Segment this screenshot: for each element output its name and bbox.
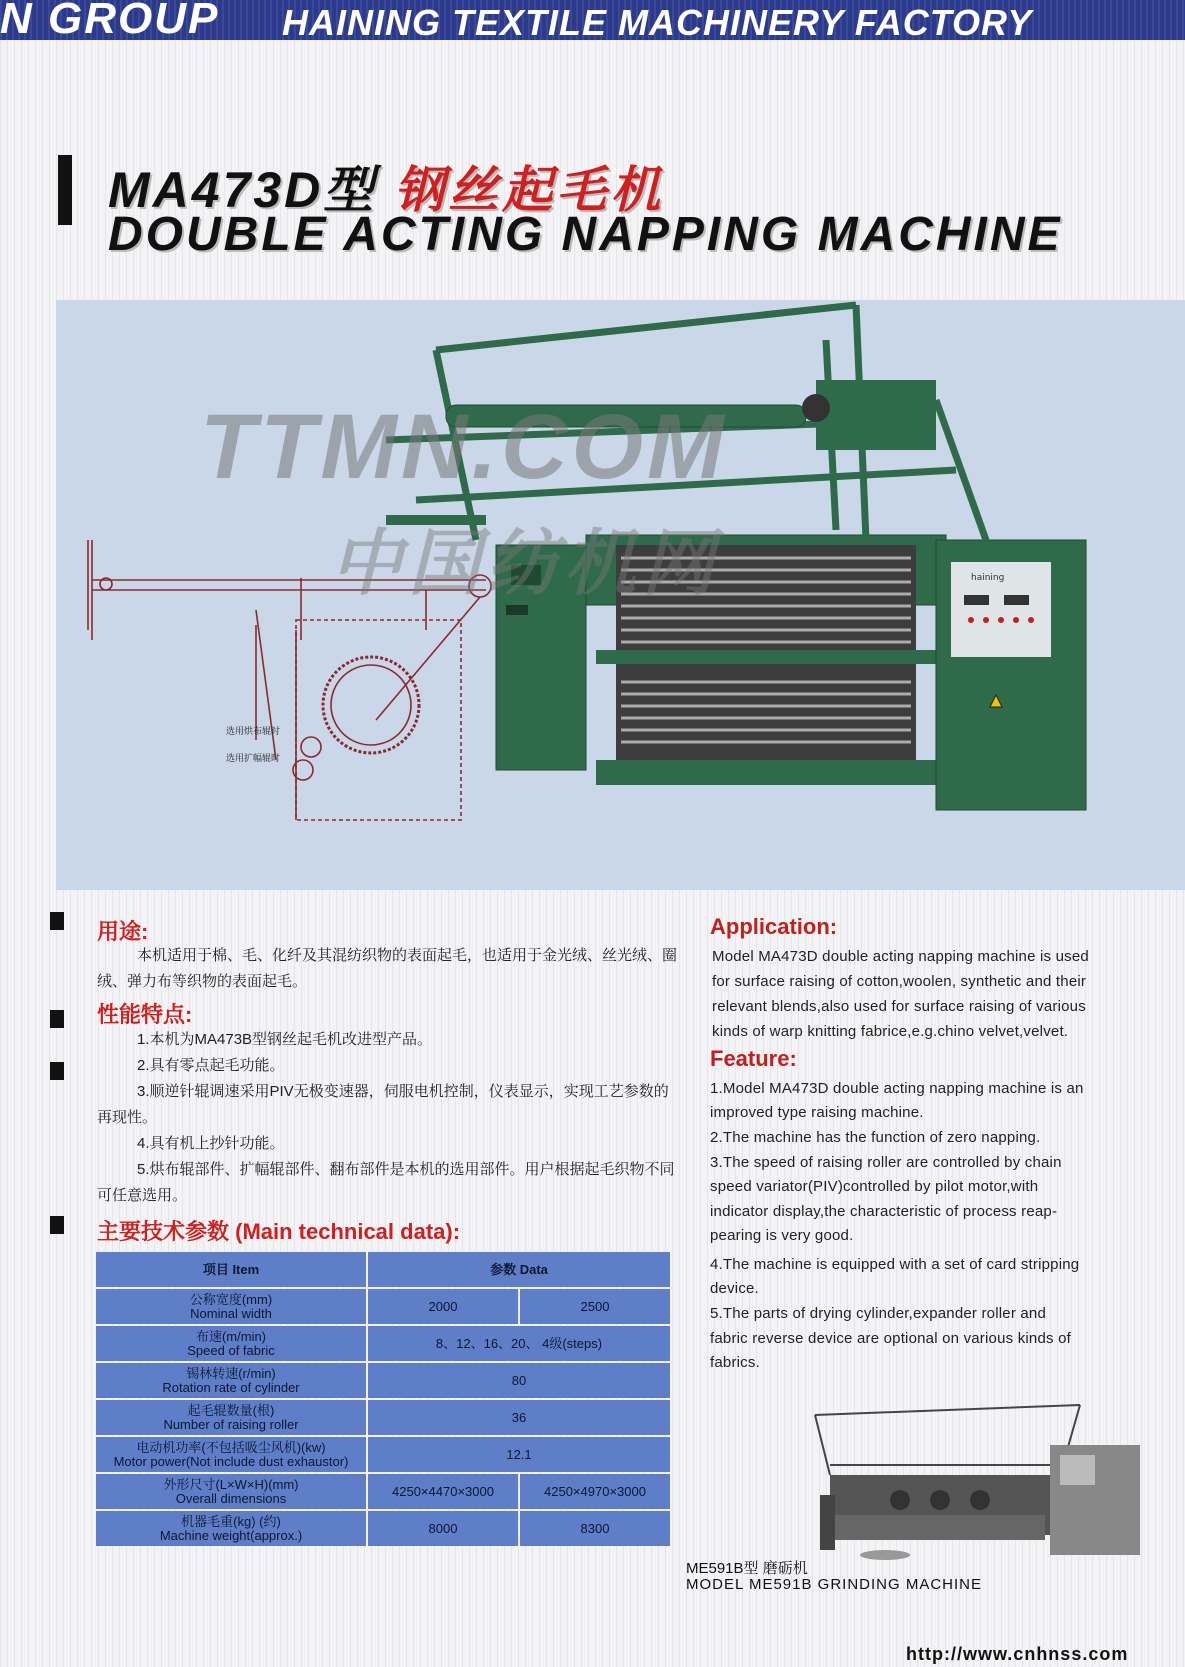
row-label: 布速(m/min) Speed of fabric bbox=[96, 1326, 366, 1361]
diagram-label-expander: 选用扩幅辊时 bbox=[226, 754, 281, 764]
feature-en-line: 4.The machine is equipped with a set of card stripping bbox=[710, 1256, 1080, 1273]
table-row bbox=[96, 1400, 670, 1435]
table-row bbox=[96, 1474, 670, 1509]
feature-en-line: 5.The parts of drying cylinder,expander roller and bbox=[710, 1305, 1047, 1322]
top-banner bbox=[0, 0, 1185, 43]
side-marker bbox=[50, 1062, 64, 1080]
feature-en-line: 1.Model MA473D double acting napping machine is an bbox=[710, 1080, 1084, 1097]
product-name-cn: 钢丝起毛机 bbox=[394, 162, 665, 218]
table-row bbox=[96, 1511, 670, 1546]
feature-cn-item: 3.顺逆针辊调速采用PIV无极变速器，伺服电机控制，仪表显示，实现工艺参数的再现性。 bbox=[97, 1083, 669, 1126]
banner-group-text: N GROUP bbox=[0, 0, 220, 43]
application-line: for surface raising of cotton,woolen, synthetic and their bbox=[712, 973, 1087, 990]
footer-url: http://www.cnhnss.com bbox=[906, 1644, 1129, 1664]
row-label: 公称宽度(mm) Nominal width bbox=[96, 1289, 366, 1324]
row-value: 8000 bbox=[368, 1511, 518, 1546]
feature-cn-item: 1.本机为MA473B型钢丝起毛机改进型产品。 bbox=[137, 1031, 433, 1048]
feature-en-line: speed variator(PIV)controlled by pilot motor,with bbox=[710, 1178, 1039, 1195]
application-line: relevant blends,also used for surface raising of various bbox=[712, 998, 1086, 1015]
row-value: 4250×4470×3000 bbox=[368, 1474, 518, 1509]
row-value: 80 bbox=[368, 1363, 670, 1398]
table-row bbox=[96, 1437, 670, 1472]
header-item: 项目 Item bbox=[96, 1252, 366, 1287]
title-accent-bar bbox=[58, 155, 72, 225]
application-heading: Application: bbox=[710, 914, 838, 939]
table-header-row bbox=[96, 1252, 670, 1287]
row-label: 起毛辊数量(根) Number of raising roller bbox=[96, 1400, 366, 1435]
row-label: 锡林转速(r/min) Rotation rate of cylinder bbox=[96, 1363, 366, 1398]
grinding-machine-image bbox=[800, 1395, 1155, 1565]
row-value: 36 bbox=[368, 1400, 670, 1435]
usage-text: 本机适用于棉、毛、化纤及其混纺织物的表面起毛，也适用于金光绒、丝光绒、圈绒、弹力布等织物的表面起毛。 bbox=[97, 947, 678, 990]
watermark-ttmn: TTMN.COM bbox=[200, 396, 728, 498]
feature-cn-item: 5.烘布辊部件、扩幅辊部件、翻布部件是本机的选用部件。用户根据起毛织物不同可任意选用。 bbox=[97, 1161, 675, 1204]
feature-cn-item: 2.具有零点起毛功能。 bbox=[137, 1057, 285, 1074]
table-row bbox=[96, 1326, 670, 1361]
row-value: 2500 bbox=[520, 1289, 670, 1324]
side-marker bbox=[50, 1010, 64, 1028]
tech-data-table bbox=[94, 1250, 672, 1548]
tech-data-heading: 主要技术参数 (Main technical data): bbox=[97, 1219, 461, 1244]
feature-en-line: improved type raising machine. bbox=[710, 1104, 924, 1121]
application-line: kinds of warp knitting fabrice,e.g.chino velvet,velvet. bbox=[712, 1023, 1069, 1040]
feature-en-line: device. bbox=[710, 1280, 759, 1297]
panel-brand-label: haining bbox=[971, 573, 1005, 583]
feature-en-line: fabrics. bbox=[710, 1354, 760, 1371]
feature-en-line: 2.The machine has the function of zero napping. bbox=[710, 1129, 1041, 1146]
row-value: 8、12、16、20、 4级(steps) bbox=[368, 1326, 670, 1361]
row-label: 外形尺寸(L×W×H)(mm) Overall dimensions bbox=[96, 1474, 366, 1509]
row-value: 8300 bbox=[520, 1511, 670, 1546]
diagram-label-drying: 选用烘布辊时 bbox=[226, 727, 281, 737]
feature-en-line: 3.The speed of raising roller are controlled by chain bbox=[710, 1154, 1062, 1171]
feature-en-heading: Feature: bbox=[710, 1046, 797, 1071]
product-title-en: DOUBLE ACTING NAPPING MACHINE bbox=[108, 208, 1063, 261]
feature-en-line: pearing is very good. bbox=[710, 1227, 854, 1244]
side-marker bbox=[50, 1216, 64, 1234]
model-number: MA473D型 bbox=[108, 162, 377, 218]
table-row bbox=[96, 1363, 670, 1398]
application-line: Model MA473D double acting napping machine is used bbox=[712, 948, 1089, 965]
grinding-caption-cn: ME591B型 磨砺机 bbox=[686, 1560, 808, 1577]
grinding-caption-en: MODEL ME591B GRINDING MACHINE bbox=[686, 1576, 982, 1593]
header-data: 参数 Data bbox=[368, 1252, 670, 1287]
row-label: 机器毛重(kg) (约) Machine weight(approx.) bbox=[96, 1511, 366, 1546]
row-label: 电动机功率(不包括吸尘风机)(kw) Motor power(Not include dust exhaustor) bbox=[96, 1437, 366, 1472]
table-row bbox=[96, 1289, 670, 1324]
feature-en-line: fabric reverse device are optional on various kinds of bbox=[710, 1330, 1071, 1347]
usage-heading: 用途: bbox=[97, 919, 149, 944]
banner-factory-text: HAINING TEXTILE MACHINERY FACTORY bbox=[282, 2, 1033, 43]
feature-en-line: indicator display,the characteristic of process reap- bbox=[710, 1203, 1058, 1220]
row-value: 2000 bbox=[368, 1289, 518, 1324]
feature-cn-item: 4.具有机上抄针功能。 bbox=[137, 1135, 285, 1152]
side-marker bbox=[50, 912, 64, 930]
row-value: 4250×4970×3000 bbox=[520, 1474, 670, 1509]
watermark-cn: 中国纺机网 bbox=[330, 524, 721, 604]
row-value: 12.1 bbox=[368, 1437, 670, 1472]
features-cn-heading: 性能特点: bbox=[97, 1002, 193, 1027]
